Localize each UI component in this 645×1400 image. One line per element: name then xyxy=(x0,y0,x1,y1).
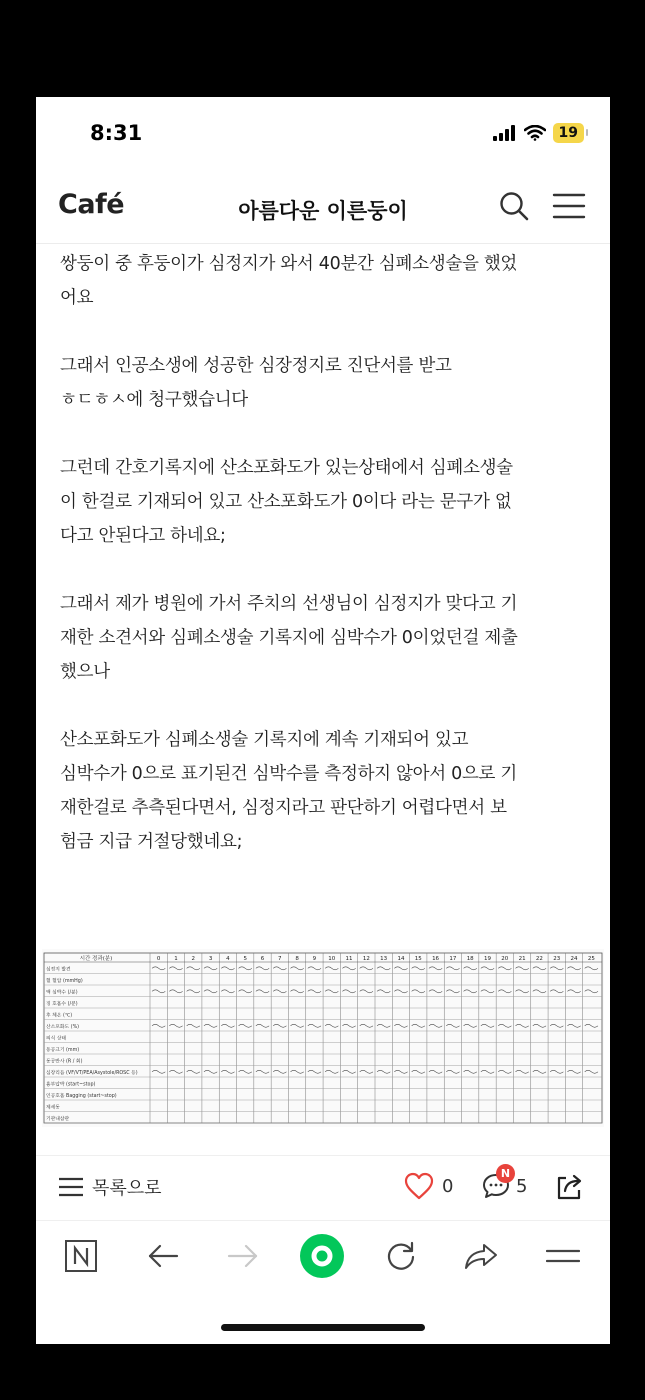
handwriting-mark xyxy=(585,1024,598,1027)
minute-label: 17 xyxy=(449,956,457,962)
naver-home-button[interactable] xyxy=(299,1233,345,1279)
status-bar xyxy=(36,97,610,169)
row-label: 산소포화도 (%) xyxy=(46,1024,79,1030)
home-indicator xyxy=(221,1324,425,1331)
handwriting-mark xyxy=(446,990,459,993)
post-paragraph: 산소포화도가 심폐소생술 기록지에 계속 기재되어 있고 심박수가 0으로 표기된건 심박수를 측정하지 않아서 0으로 기 재한걸로 추측된다면서, 심정지라고 판단하기 어렵다면서 보 험금 지급 거절당했네요; xyxy=(60,730,518,852)
row-label: 혈 혈압 (mmHg) xyxy=(46,978,83,984)
handwriting-mark xyxy=(498,1070,511,1073)
handwriting-mark xyxy=(325,967,338,970)
reload-icon xyxy=(385,1240,417,1272)
minute-label: 15 xyxy=(414,956,422,962)
handwriting-mark xyxy=(377,1024,390,1027)
handwriting-mark xyxy=(585,1070,598,1073)
row-label: 제세동 xyxy=(46,1105,60,1111)
naver-home-icon xyxy=(299,1233,345,1279)
back-to-list-label: 목록으로 xyxy=(92,1178,162,1199)
minute-label: 2 xyxy=(191,956,196,962)
handwriting-mark xyxy=(221,967,234,970)
search-icon[interactable] xyxy=(498,190,530,222)
handwriting-mark xyxy=(377,1070,390,1073)
handwriting-mark xyxy=(152,990,165,993)
minute-label: 13 xyxy=(380,956,388,962)
handwriting-mark xyxy=(412,1024,425,1027)
post-action-bar xyxy=(36,1155,610,1221)
handwriting-mark xyxy=(446,1070,459,1073)
handwriting-mark xyxy=(187,1070,200,1073)
minute-label: 3 xyxy=(208,956,213,962)
minute-label: 11 xyxy=(345,956,353,962)
handwriting-mark xyxy=(550,990,563,993)
hamburger-menu-icon[interactable] xyxy=(552,190,586,222)
minute-label: 1 xyxy=(174,956,178,962)
row-label: 인공호흡 Bagging (start~stop) xyxy=(46,1093,117,1099)
handwriting-mark xyxy=(429,990,442,993)
handwriting-mark xyxy=(360,1024,373,1027)
minute-label: 18 xyxy=(466,956,474,962)
post-paragraph: 그래서 제가 병원에 가서 주치의 선생님이 심정지가 맞다고 기 재한 소견서와 심폐소생술 기록지에 심박수가 0이었던걸 제출 했으나 xyxy=(60,594,518,682)
handwriting-mark xyxy=(221,1024,234,1027)
handwriting-mark xyxy=(273,967,286,970)
handwriting-mark xyxy=(360,1070,373,1073)
handwriting-mark xyxy=(567,990,580,993)
minute-label: 10 xyxy=(328,956,336,962)
table-header-label: 시간 경과(분) xyxy=(79,956,113,962)
new-comment-badge: N xyxy=(496,1164,515,1183)
minute-label: 16 xyxy=(432,956,440,962)
handwriting-mark xyxy=(221,990,234,993)
handwriting-mark xyxy=(481,1024,494,1027)
minute-label: 12 xyxy=(362,956,370,962)
like-button[interactable] xyxy=(404,1172,453,1200)
back-arrow-icon xyxy=(147,1243,179,1269)
handwriting-mark xyxy=(360,967,373,970)
handwriting-mark xyxy=(187,967,200,970)
handwriting-mark xyxy=(394,1070,407,1073)
handwriting-mark xyxy=(429,1024,442,1027)
cafe-logo[interactable]: Café xyxy=(58,189,125,220)
minute-label: 7 xyxy=(278,956,282,962)
handwriting-mark xyxy=(204,1024,217,1027)
handwriting-mark xyxy=(550,1024,563,1027)
handwriting-mark xyxy=(308,1070,321,1073)
minute-label: 4 xyxy=(226,956,230,962)
row-label: 동공반사 (R / 회) xyxy=(46,1059,83,1065)
handwriting-mark xyxy=(325,1024,338,1027)
heart-icon xyxy=(404,1172,434,1200)
handwriting-mark xyxy=(290,990,303,993)
cafe-header xyxy=(36,177,610,244)
comment-count: 5 xyxy=(516,1175,528,1197)
minute-label: 25 xyxy=(587,956,595,962)
browser-forward-button[interactable] xyxy=(220,1233,266,1279)
browser-back-button[interactable] xyxy=(140,1233,186,1279)
like-count: 0 xyxy=(442,1175,454,1197)
browser-menu-icon xyxy=(546,1245,580,1267)
minute-label: 0 xyxy=(156,956,161,962)
handwriting-mark xyxy=(342,967,355,970)
handwriting-mark xyxy=(585,990,598,993)
handwriting-mark xyxy=(377,967,390,970)
handwriting-mark xyxy=(308,1024,321,1027)
handwriting-mark xyxy=(342,990,355,993)
minute-label: 19 xyxy=(484,956,491,962)
minute-label: 6 xyxy=(260,956,265,962)
handwriting-mark xyxy=(256,967,269,970)
row-label: 징 호흡수 (/분) xyxy=(46,1001,78,1007)
handwriting-mark xyxy=(256,1070,269,1073)
handwriting-mark xyxy=(290,967,303,970)
handwriting-mark xyxy=(567,967,580,970)
handwriting-mark xyxy=(394,1024,407,1027)
cpr-record-image[interactable] xyxy=(42,949,604,1127)
handwriting-mark xyxy=(464,967,477,970)
handwriting-mark xyxy=(585,967,598,970)
handwriting-mark xyxy=(290,1024,303,1027)
minute-label: 22 xyxy=(535,956,543,962)
cafe-title[interactable]: 아름다운 이른둥이 xyxy=(238,199,408,223)
handwriting-mark xyxy=(394,967,407,970)
minute-label: 9 xyxy=(312,956,317,962)
post-paragraph: 그래서 인공소생에 성공한 심장정지로 진단서를 받고 ㅎㄷㅎㅅ에 청구했습니다 xyxy=(60,356,452,410)
list-icon xyxy=(58,1176,84,1198)
handwriting-mark xyxy=(533,967,546,970)
handwriting-mark xyxy=(325,1070,338,1073)
handwriting-mark xyxy=(498,990,511,993)
handwriting-mark xyxy=(533,1024,546,1027)
row-label: 심정지 발견 xyxy=(46,967,71,973)
handwriting-mark xyxy=(342,1070,355,1073)
handwriting-mark xyxy=(515,1070,528,1073)
handwriting-mark xyxy=(550,967,563,970)
handwriting-mark xyxy=(360,990,373,993)
handwriting-mark xyxy=(464,1024,477,1027)
wifi-icon xyxy=(524,125,546,141)
handwriting-mark xyxy=(515,1024,528,1027)
naver-n-button[interactable] xyxy=(58,1233,104,1279)
handwriting-mark xyxy=(204,967,217,970)
reload-button[interactable] xyxy=(378,1233,424,1279)
handwriting-mark xyxy=(446,967,459,970)
handwriting-mark xyxy=(256,990,269,993)
row-label: 기관내삽관 xyxy=(46,1116,70,1122)
handwriting-mark xyxy=(152,967,165,970)
handwriting-mark xyxy=(308,967,321,970)
handwriting-mark xyxy=(498,1024,511,1027)
handwriting-mark xyxy=(567,1070,580,1073)
browser-menu-button[interactable] xyxy=(540,1233,586,1279)
handwriting-mark xyxy=(394,990,407,993)
handwriting-mark xyxy=(256,1024,269,1027)
handwriting-mark xyxy=(239,1070,252,1073)
handwriting-mark xyxy=(221,1070,234,1073)
phone-screen xyxy=(36,97,610,1344)
handwriting-mark xyxy=(325,990,338,993)
post-paragraph: 쌍둥이 중 후둥이가 심정지가 와서 40분간 심폐소생술을 했었 어요 xyxy=(60,254,518,308)
handwriting-mark xyxy=(498,967,511,970)
minute-label: 21 xyxy=(518,956,526,962)
row-label: 동공크기 (mm) xyxy=(46,1047,80,1053)
handwriting-mark xyxy=(412,967,425,970)
minute-label: 23 xyxy=(553,956,561,962)
handwriting-mark xyxy=(239,967,252,970)
row-label: 후 체온 (℃) xyxy=(46,1013,73,1019)
minute-label: 5 xyxy=(243,956,247,962)
handwriting-mark xyxy=(412,1070,425,1073)
share-icon[interactable] xyxy=(554,1172,584,1202)
handwriting-mark xyxy=(169,967,182,970)
minute-label: 8 xyxy=(295,956,299,962)
handwriting-mark xyxy=(239,1024,252,1027)
handwriting-mark xyxy=(239,990,252,993)
browser-navigation-bar xyxy=(36,1221,610,1291)
handwriting-mark xyxy=(169,990,182,993)
browser-share-button[interactable] xyxy=(458,1233,504,1279)
handwriting-mark xyxy=(429,967,442,970)
handwriting-mark xyxy=(290,1070,303,1073)
row-label: 흉부압박 (start~stop) xyxy=(46,1082,96,1088)
handwriting-mark xyxy=(204,990,217,993)
handwriting-mark xyxy=(342,1024,355,1027)
status-time: 8:31 xyxy=(90,121,143,145)
comment-button[interactable] xyxy=(482,1167,528,1200)
minute-label: 20 xyxy=(501,956,509,962)
back-to-list-button[interactable] xyxy=(58,1174,162,1200)
handwriting-mark xyxy=(567,1024,580,1027)
post-body xyxy=(60,247,590,859)
handwriting-mark xyxy=(273,990,286,993)
forward-arrow-icon xyxy=(227,1243,259,1269)
signal-icon xyxy=(493,125,517,141)
share-arrow-icon xyxy=(464,1241,498,1271)
handwriting-mark xyxy=(152,1024,165,1027)
handwriting-mark xyxy=(169,1070,182,1073)
handwriting-mark xyxy=(187,990,200,993)
handwriting-mark xyxy=(515,990,528,993)
handwriting-mark xyxy=(169,1024,182,1027)
naver-n-icon xyxy=(64,1239,98,1273)
status-icons xyxy=(493,123,584,143)
handwriting-mark xyxy=(152,1070,165,1073)
handwriting-mark xyxy=(446,1024,459,1027)
handwriting-mark xyxy=(533,990,546,993)
handwriting-mark xyxy=(550,1070,563,1073)
handwriting-mark xyxy=(481,1070,494,1073)
handwriting-mark xyxy=(308,990,321,993)
minute-label: 24 xyxy=(570,956,578,962)
handwriting-mark xyxy=(204,1070,217,1073)
row-label: 심장리듬 (VF/VT/PEA/Asystole/ROSC 등) xyxy=(46,1070,138,1076)
handwriting-mark xyxy=(533,1070,546,1073)
post-paragraph: 그런데 간호기록지에 산소포화도가 있는상태에서 심폐소생술 이 한걸로 기재되어 있고 산소포화도가 0이다 라는 문구가 없 다고 안된다고 하네요; xyxy=(60,458,513,546)
handwriting-mark xyxy=(273,1070,286,1073)
handwriting-mark xyxy=(515,967,528,970)
battery-indicator: 19 xyxy=(553,123,584,143)
row-label: 액 심박수 (/분) xyxy=(46,990,78,996)
minute-label: 14 xyxy=(397,956,405,962)
handwriting-mark xyxy=(464,1070,477,1073)
handwriting-mark xyxy=(481,967,494,970)
handwriting-mark xyxy=(464,990,477,993)
handwriting-mark xyxy=(481,990,494,993)
handwriting-mark xyxy=(273,1024,286,1027)
row-label: 의식 상태 xyxy=(46,1036,67,1042)
handwriting-mark xyxy=(429,1070,442,1073)
handwriting-mark xyxy=(412,990,425,993)
handwriting-mark xyxy=(187,1024,200,1027)
handwriting-mark xyxy=(377,990,390,993)
